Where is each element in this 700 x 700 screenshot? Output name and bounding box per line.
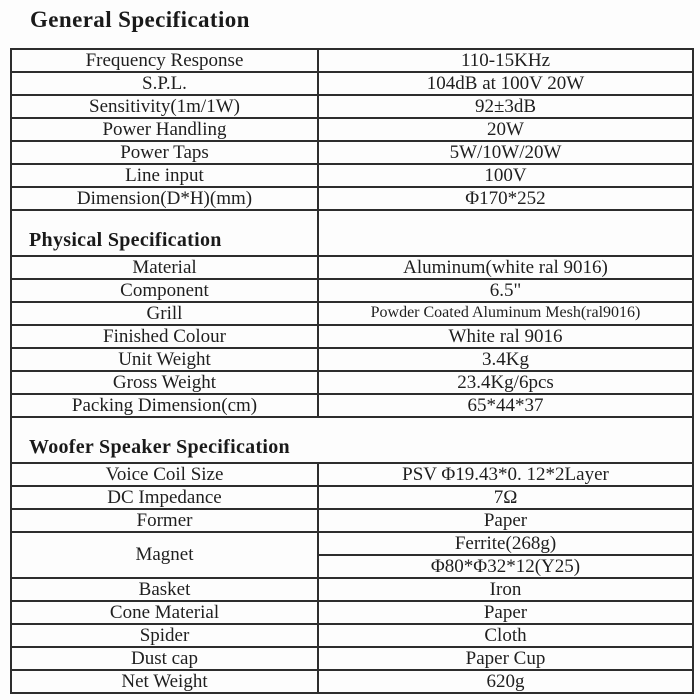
spec-row (11, 95, 693, 118)
spec-label: Former (11, 509, 318, 532)
spec-value: Φ80*Φ32*12(Y25) (318, 555, 693, 578)
spec-label: Packing Dimension(cm) (11, 394, 318, 417)
spec-label: DC Impedance (11, 486, 318, 509)
spec-label: Magnet (11, 532, 318, 578)
spec-value: 100V (318, 164, 693, 187)
page-title: General Specification (30, 7, 250, 32)
spec-value: 20W (318, 118, 693, 141)
spec-label: S.P.L. (11, 72, 318, 95)
section-empty-cell (318, 210, 693, 256)
spec-value: Φ170*252 (318, 187, 693, 210)
spec-table (10, 48, 694, 694)
spec-row (11, 348, 693, 371)
spec-label: Gross Weight (11, 371, 318, 394)
spec-row (11, 141, 693, 164)
spec-row (11, 463, 693, 486)
spec-label: Basket (11, 578, 318, 601)
spec-value: Paper Cup (318, 647, 693, 670)
section-row (11, 417, 693, 463)
section-title: Physical Specification (11, 210, 318, 256)
spec-value: Paper (318, 601, 693, 624)
spec-label: Line input (11, 164, 318, 187)
spec-row (11, 256, 693, 279)
spec-row (11, 394, 693, 417)
spec-row (11, 72, 693, 95)
spec-row (11, 647, 693, 670)
spec-label: Cone Material (11, 601, 318, 624)
spec-label: Spider (11, 624, 318, 647)
spec-value: Paper (318, 509, 693, 532)
spec-label: Voice Coil Size (11, 463, 318, 486)
spec-label: Dust cap (11, 647, 318, 670)
spec-row (11, 371, 693, 394)
section-row (11, 210, 693, 256)
spec-row (11, 624, 693, 647)
spec-row (11, 187, 693, 210)
spec-row (11, 325, 693, 348)
spec-value: Ferrite(268g) (318, 532, 693, 555)
spec-label: Power Taps (11, 141, 318, 164)
spec-table-body (11, 49, 693, 693)
spec-row (11, 509, 693, 532)
spec-value: 7Ω (318, 486, 693, 509)
spec-value: White ral 9016 (318, 325, 693, 348)
spec-row (11, 118, 693, 141)
spec-label: Unit Weight (11, 348, 318, 371)
spec-row (11, 670, 693, 693)
spec-row (11, 302, 693, 325)
spec-label: Frequency Response (11, 49, 318, 72)
spec-value: 104dB at 100V 20W (318, 72, 693, 95)
spec-value: 3.4Kg (318, 348, 693, 371)
spec-row (11, 279, 693, 302)
section-title: Woofer Speaker Specification (11, 417, 693, 463)
spec-label: Sensitivity(1m/1W) (11, 95, 318, 118)
spec-row (11, 601, 693, 624)
spec-row (11, 49, 693, 72)
spec-value: 92±3dB (318, 95, 693, 118)
spec-value: Iron (318, 578, 693, 601)
spec-row (11, 578, 693, 601)
spec-label: Material (11, 256, 318, 279)
spec-value: 65*44*37 (318, 394, 693, 417)
spec-value: 23.4Kg/6pcs (318, 371, 693, 394)
spec-value: Cloth (318, 624, 693, 647)
spec-label: Component (11, 279, 318, 302)
spec-label: Finished Colour (11, 325, 318, 348)
spec-value: PSV Φ19.43*0. 12*2Layer (318, 463, 693, 486)
spec-row (11, 532, 693, 555)
spec-label: Grill (11, 302, 318, 325)
spec-row (11, 486, 693, 509)
spec-value: Aluminum(white ral 9016) (318, 256, 693, 279)
spec-label: Dimension(D*H)(mm) (11, 187, 318, 210)
spec-value: 6.5" (318, 279, 693, 302)
spec-label: Power Handling (11, 118, 318, 141)
spec-row (11, 164, 693, 187)
spec-label: Net Weight (11, 670, 318, 693)
spec-value: 620g (318, 670, 693, 693)
spec-value: 110-15KHz (318, 49, 693, 72)
spec-value: Powder Coated Aluminum Mesh(ral9016) (318, 302, 693, 325)
spec-value: 5W/10W/20W (318, 141, 693, 164)
